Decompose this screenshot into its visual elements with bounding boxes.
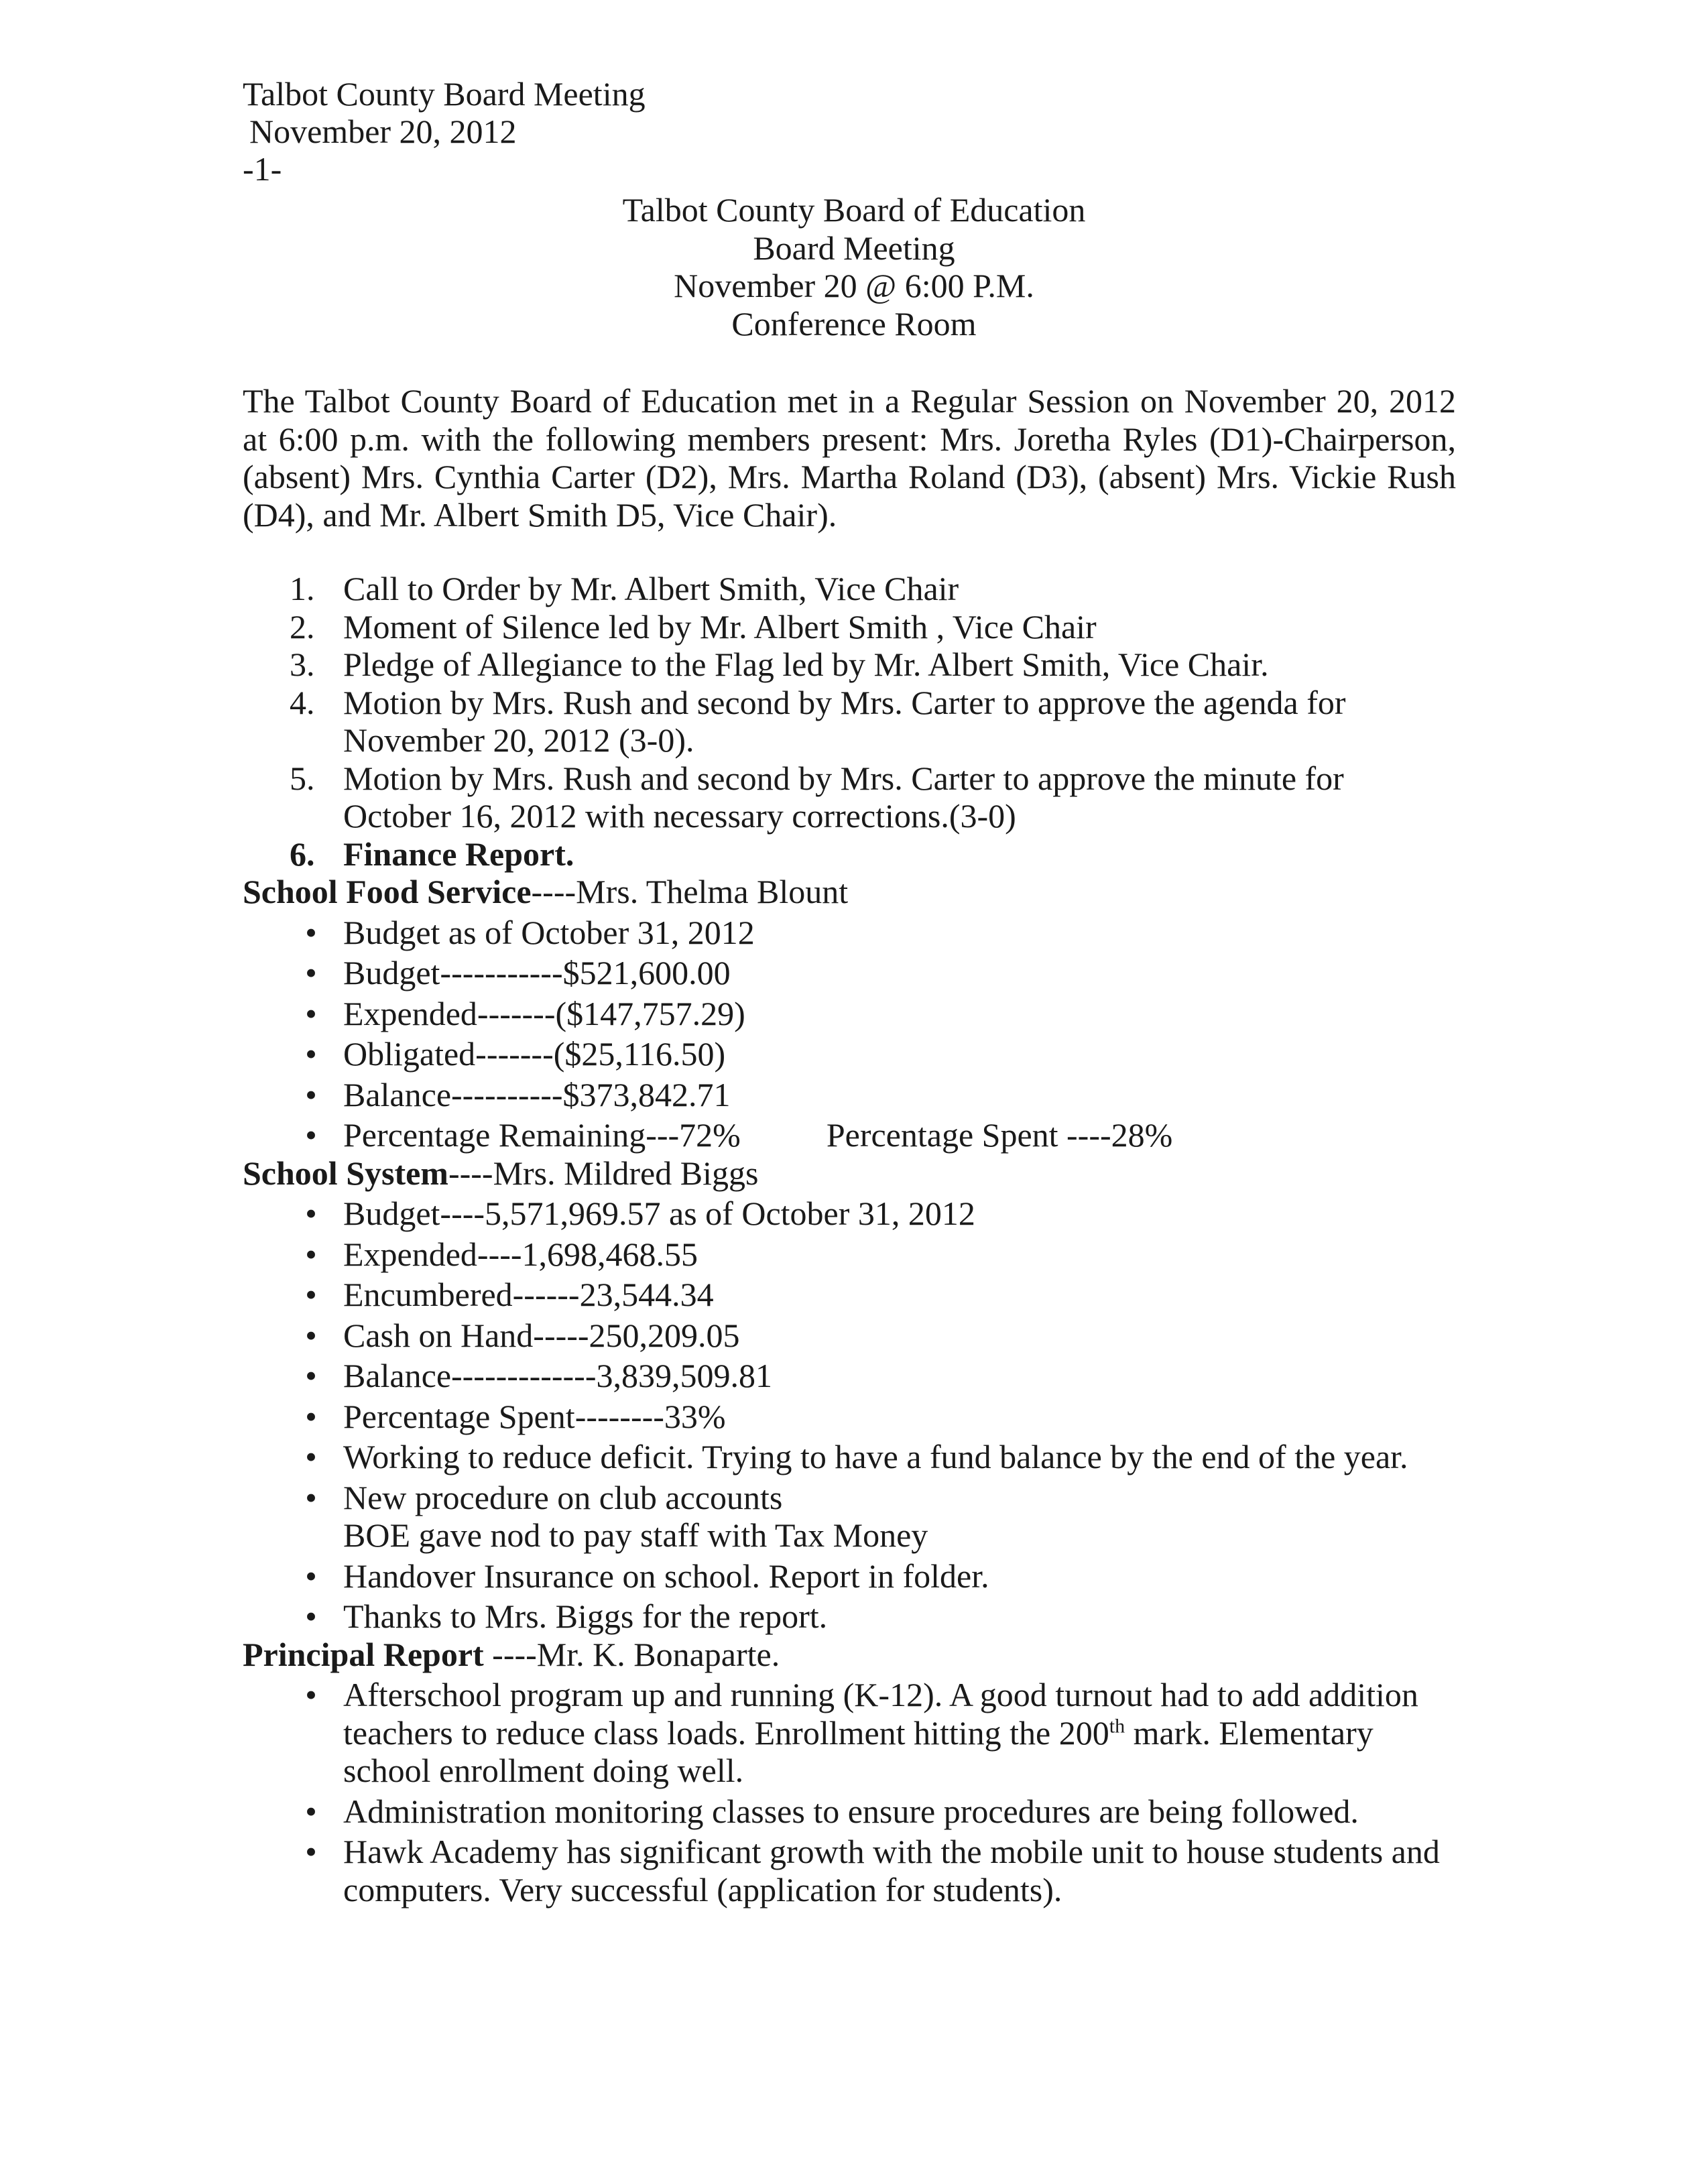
bullet-icon: • [305, 1397, 317, 1435]
agenda-text: Motion by Mrs. Rush and second by Mrs. Carter to approve the agenda for [343, 683, 1346, 721]
agenda-item-6 [243, 835, 1516, 873]
agenda-number: 3. [290, 646, 315, 683]
text-segment: teachers to reduce class loads. Enrollment hitting the 200 [343, 1713, 1109, 1752]
list-item [243, 1235, 1516, 1274]
agenda-text: Pledge of Allegiance to the Flag led by Mr. Albert Smith, Vice Chair. [343, 646, 1269, 683]
list-item-text: Encumbered------23,544.34 [343, 1276, 714, 1313]
bullet-icon: • [305, 1792, 317, 1830]
agenda-item-2 [243, 608, 1516, 646]
list-item-text: Administration monitoring classes to ensure procedures are being followed. [343, 1792, 1359, 1830]
agenda-number: 2. [290, 607, 315, 646]
agenda-item-4 [243, 684, 1516, 760]
list-item-text: Thanks to Mrs. Biggs for the report. [343, 1597, 828, 1635]
list-item-text: Budget as of October 31, 2012 [343, 913, 755, 951]
intro-line: (D4), and Mr. Albert Smith D5, Vice Chair). [243, 495, 837, 534]
principal-report-heading [243, 1636, 1516, 1674]
list-item [243, 1076, 1516, 1114]
list-item-text: Cash on Hand-----250,209.05 [343, 1316, 740, 1354]
list-item-text: Budget-----------$521,600.00 [343, 954, 731, 991]
list-item-text: computers. Very successful (application for students). [343, 1870, 1062, 1908]
agenda-number: 4. [290, 683, 315, 721]
ordinal-suffix: th [1109, 1714, 1125, 1737]
list-item-text: Afterschool program up and running (K-12). A good turnout had to add addition [343, 1676, 1418, 1713]
section-presenter: ----Mr. K. Bonaparte. [483, 1635, 780, 1673]
list-item [243, 1398, 1516, 1436]
section-presenter: ----Mrs. Mildred Biggs [448, 1154, 759, 1192]
list-item [243, 954, 1516, 992]
running-header [243, 75, 646, 188]
percentage-spent: Percentage Spent ----28% [826, 1116, 1173, 1154]
list-item [243, 1676, 1516, 1790]
agenda-item-5 [243, 760, 1516, 835]
title-meeting: Board Meeting [753, 229, 955, 267]
bullet-icon: • [305, 1478, 317, 1516]
list-item-text: Balance----------$373,842.71 [343, 1075, 731, 1113]
bullet-icon: • [305, 1235, 317, 1273]
list-item-text: Expended----1,698,468.55 [343, 1235, 698, 1273]
agenda-number: 6. [290, 835, 315, 873]
list-item-text: Balance-------------3,839,509.81 [343, 1357, 772, 1394]
percentage-remaining: Percentage Remaining---72% [343, 1116, 741, 1154]
section-title: Principal Report [243, 1635, 484, 1673]
title-location: Conference Room [731, 304, 977, 343]
agenda-text: Call to Order by Mr. Albert Smith, Vice Chair [343, 570, 959, 607]
intro-line: (absent) Mrs. Cynthia Carter (D2), Mrs. Martha Roland (D3), (absent) Mrs. Vickie Rush [243, 458, 1456, 495]
intro-paragraph [243, 382, 1456, 534]
list-item [243, 1793, 1516, 1831]
list-item-text: school enrollment doing well. [343, 1752, 744, 1789]
agenda-number: 5. [290, 759, 315, 797]
intro-line: at 6:00 p.m. with the following members present: Mrs. Joretha Ryles (D1)-Chairperson, [243, 420, 1456, 458]
agenda-text: Finance Report. [343, 835, 574, 873]
list-item [243, 1479, 1516, 1555]
list-item-text [343, 1714, 1516, 1752]
page-number: -1- [243, 150, 282, 188]
bullet-icon: • [305, 1357, 317, 1394]
agenda-item-3 [243, 646, 1516, 684]
list-item [243, 1357, 1516, 1395]
text-segment: mark. Elementary [1125, 1713, 1374, 1752]
list-item-text [343, 1116, 1516, 1154]
list-item [243, 1276, 1516, 1314]
list-item [243, 1035, 1516, 1073]
list-item [243, 995, 1516, 1033]
minutes-body [243, 570, 1516, 1908]
list-item [243, 1195, 1516, 1233]
list-item [243, 914, 1516, 952]
agenda-text: October 16, 2012 with necessary corrections.(3-0) [343, 797, 1016, 835]
section-presenter: ----Mrs. Thelma Blount [531, 873, 849, 910]
bullet-icon: • [305, 1075, 317, 1113]
list-item-text: Handover Insurance on school. Report in folder. [343, 1557, 989, 1595]
header-title: Talbot County Board Meeting [243, 75, 646, 113]
list-item [243, 1116, 1516, 1154]
section-title: School Food Service [243, 873, 532, 910]
list-item-text: Obligated-------($25,116.50) [343, 1035, 726, 1073]
agenda-text: November 20, 2012 (3-0). [343, 721, 694, 759]
list-item-text: New procedure on club accounts [343, 1478, 783, 1516]
bullet-icon: • [305, 913, 317, 951]
bullet-icon: • [305, 1557, 317, 1595]
title-datetime: November 20 @ 6:00 P.M. [674, 267, 1034, 304]
bullet-icon: • [305, 1438, 317, 1475]
bullet-icon: • [305, 1195, 317, 1232]
bullet-icon: • [305, 1116, 317, 1154]
school-system-heading [243, 1154, 1516, 1193]
bullet-icon: • [305, 1676, 317, 1713]
list-item-text: BOE gave nod to pay staff with Tax Money [343, 1516, 928, 1554]
intro-line: The Talbot County Board of Education met in a Regular Session on November 20, 2012 [243, 382, 1456, 420]
agenda-text: Moment of Silence led by Mr. Albert Smith , Vice Chair [343, 607, 1097, 646]
agenda-number: 1. [290, 570, 315, 607]
bullet-icon: • [305, 1597, 317, 1635]
food-service-heading [243, 873, 1516, 911]
title-organization: Talbot County Board of Education [622, 191, 1086, 229]
bullet-icon: • [305, 1035, 317, 1073]
list-item [243, 1317, 1516, 1355]
bullet-icon: • [305, 994, 317, 1032]
list-item-text: Hawk Academy has significant growth with the mobile unit to house students and [343, 1833, 1440, 1870]
list-item [243, 1557, 1516, 1595]
bullet-icon: • [305, 1276, 317, 1313]
header-date: November 20, 2012 [249, 113, 517, 150]
list-item-text: Budget----5,571,969.57 as of October 31, 2012 [343, 1195, 975, 1232]
list-item [243, 1597, 1516, 1636]
section-title: School System [243, 1154, 448, 1192]
list-item-text: Percentage Spent--------33% [343, 1397, 726, 1435]
document-title [0, 191, 1708, 343]
list-item-text: Expended-------($147,757.29) [343, 994, 745, 1032]
list-item [243, 1438, 1516, 1476]
list-item-text: Working to reduce deficit. Trying to have a fund balance by the end of the year. [343, 1438, 1408, 1475]
agenda-item-1 [243, 570, 1516, 608]
bullet-icon: • [305, 1316, 317, 1354]
list-item [243, 1833, 1516, 1908]
bullet-icon: • [305, 954, 317, 991]
agenda-text: Motion by Mrs. Rush and second by Mrs. Carter to approve the minute for [343, 759, 1344, 797]
bullet-icon: • [305, 1833, 317, 1870]
